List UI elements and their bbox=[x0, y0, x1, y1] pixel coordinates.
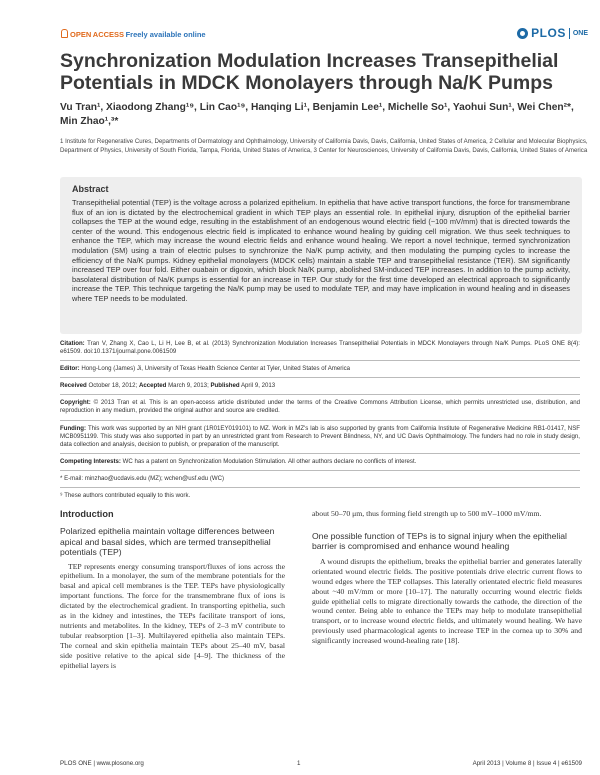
divider bbox=[60, 453, 580, 454]
open-access-lock-icon bbox=[61, 29, 68, 38]
logo-divider bbox=[569, 28, 570, 39]
right-column bbox=[312, 509, 582, 646]
divider bbox=[60, 360, 580, 361]
divider bbox=[60, 377, 580, 378]
abstract-heading: Abstract bbox=[72, 184, 109, 194]
correspondence-email[interactable]: * E-mail: minzhao@ucdavis.edu (MZ); wchen@usf.edu (WC) bbox=[60, 474, 225, 482]
intro-paragraph: TEP represents energy consuming transport/fluxes of ions across the epithelium. In a monolayer, the sum of the membrane potentials for the basal and apical cell membranes is the TEP. TEPs have physiologically important functions. The force for the transmembrane flux of ions is dictated by the electrochemical gradient. In transporting epithelia, such as in the kidney and intestines, the TEPs facilitate transport of ions, nutrients and metabolites. In the kidney, TEPs of 2–3 mV contribute to tubular reabsorption [1–3]. Multilayered epithelia also maintain TEPs. The corneal and skin epithelia maintain TEPs about 25–40 mV, basal side positive relative to the apical side [4–9]. The thickness of the epithelial layers is bbox=[60, 561, 285, 670]
abstract-text: Transepithelial potential (TEP) is the voltage across a polarized epithelium. In epithelia that have active transport functions, the force for transmembrane flux of an ion is dictated by the electrochemical gradient in which TEP plays an essential role. In epithelial injury, disruption of the epithelial barrier collapses the TEP at the wound edge, resulting in the establishment of an endogenous wound electric field (~100 mV/mm) that is directed towards the center of the wound. This endogenous electric field is implicated to enhance wound healing by guiding cell migration. We thus seek techniques to enhance the TEP, which may increase the wound electric fields and enhance wound healing. We report a novel technique, termed synchronization modulation (SM) using a train of electric pulses to synchronize the Na/K pump activity, and then modulating the pumping cycles to increase the efficiency of the Na/K pumps. Kidney epithelial monolayers (MDCK cells) maintain a stable TEP and transepithelial resistance (TER). SM significantly increased TEP over four fold. Either ouabain or digoxin, which block Na/K pump, abolished SM-induced TEP increases. In addition to the pump activity, basolateral distribution of Na/K pumps is essential for an increase in TEP. Our study for the first time developed an electrical approach to significantly increase the TEP. This technique targeting the Na/K pump may be used to modulate TEP, and may have implication in wound healing and in diseases where TEP needs to be modulated. bbox=[72, 198, 570, 303]
page-number: 1 bbox=[297, 760, 301, 767]
introduction-heading: Introduction bbox=[60, 509, 114, 519]
article-title: Synchronization Modulation Increases Transepithelial Potentials in MDCK Monolayers through Na/K Pumps bbox=[60, 50, 559, 94]
intro-paragraph-continued: about 50–70 μm, thus forming field strength up to 500 mV–1000 mV/mm. bbox=[312, 509, 542, 518]
article-metadata bbox=[60, 340, 580, 504]
citation: Citation: Tran V, Zhang X, Cao L, Li H, Lee B, et al. (2013) Synchronization Modulation Increases Transepithelial Potentials in MDCK Monolayers through Na/K Pumps. PLoS ONE 8(4): e61509. doi:10.1371/journal.pone.0061509 bbox=[60, 340, 580, 356]
abstract-box bbox=[60, 177, 582, 334]
journal-header bbox=[0, 0, 600, 40]
affiliations: 1 Institute for Regenerative Cures, Departments of Dermatology and Ophthalmology, University of California Davis, Davis, California, United States of America, 2 Cellular and Molecular Biophysics, Department of Physics, University of South Florida, Tampa, Florida, United States of America, 3 Center for Neurosciences, University of California Davis, Davis, California, United States of America bbox=[60, 138, 588, 154]
divider bbox=[60, 487, 580, 488]
author-list: Vu Tran¹, Xiaodong Zhang¹⁹, Lin Cao¹⁹, Hanqing Li¹, Benjamin Lee¹, Michelle So¹, Yaohui Sun¹, Wei Chen²*, Min Zhao¹,³* bbox=[60, 102, 574, 127]
footer-journal-url[interactable]: PLOS ONE | www.plosone.org bbox=[60, 760, 144, 767]
plos-one-logo[interactable]: PLOS ONE bbox=[517, 26, 588, 40]
divider bbox=[60, 470, 580, 471]
divider bbox=[60, 420, 580, 421]
footer-issue-info: April 2013 | Volume 8 | Issue 4 | e61509 bbox=[472, 760, 582, 767]
editor: Editor: Hong-Long (James) Ji, University of Texas Health Science Center at Tyler, United States of America bbox=[60, 365, 351, 373]
wound-paragraph: A wound disrupts the epithelium, breaks the epithelial barrier and generates laterally orientated wound electric fields. The positive potentials drive electric current flows to wound edges where the TEP collapses. This laterally orientated electric field measures about ~40 mV/mm or more [10–17]. The naturally occurring wound electric fields guide epithelial cells to migrate directionally towards the cathode, the direction of the wound center. Being able to enhance the TEPs may help to modulate transepithelial transport, or to increase wound electric fields, and ultimately wound healing. We have previously used pharmacological agents to increase TEP in the cornea up to 30% and significantly increased wound-healing rate [18]. bbox=[312, 556, 582, 646]
intro-subheading: Polarized epithelia maintain voltage differences between apical and basal sides, which are termed transepithelial potentials (TEP) bbox=[60, 526, 275, 557]
equal-contribution-note: ⁹ These authors contributed equally to this work. bbox=[60, 492, 191, 500]
competing-interests: Competing Interests: WC has a patent on Synchronization Modulation Stimulation. All other authors declare no conflicts of interest. bbox=[60, 457, 417, 465]
copyright: Copyright: © 2013 Tran et al. This is an open-access article distributed under the terms of the Creative Commons Attribution License, which permits unrestricted use, distribution, and reproduction in any medium, provided the original author and source are credited. bbox=[60, 399, 580, 415]
dates: Received October 18, 2012; Accepted March 9, 2013; Published April 9, 2013 bbox=[60, 382, 276, 390]
plos-logo-icon bbox=[517, 28, 528, 39]
divider bbox=[60, 394, 580, 395]
wound-subheading: One possible function of TEPs is to signal injury when the epithelial barrier is compromised and enhance wound healing bbox=[312, 530, 567, 552]
left-column bbox=[60, 509, 285, 670]
funding: Funding: This work was supported by an NIH grant (1R01EY019101) to MZ. Work in MZ's lab is also supported by grants from California Institute of Regenerative Medicine RB1-01417, NSF MCB0951199. This study was also supported in part by an unrestricted grant from Research to Prevent Blindness, NY, and UC Davis Ophthalmology. The funders had no role in study design, data collection and analysis, decision to publish, or preparation of the manuscript. bbox=[60, 424, 580, 448]
open-access-badge[interactable]: OPEN ACCESS Freely available online bbox=[61, 28, 206, 39]
